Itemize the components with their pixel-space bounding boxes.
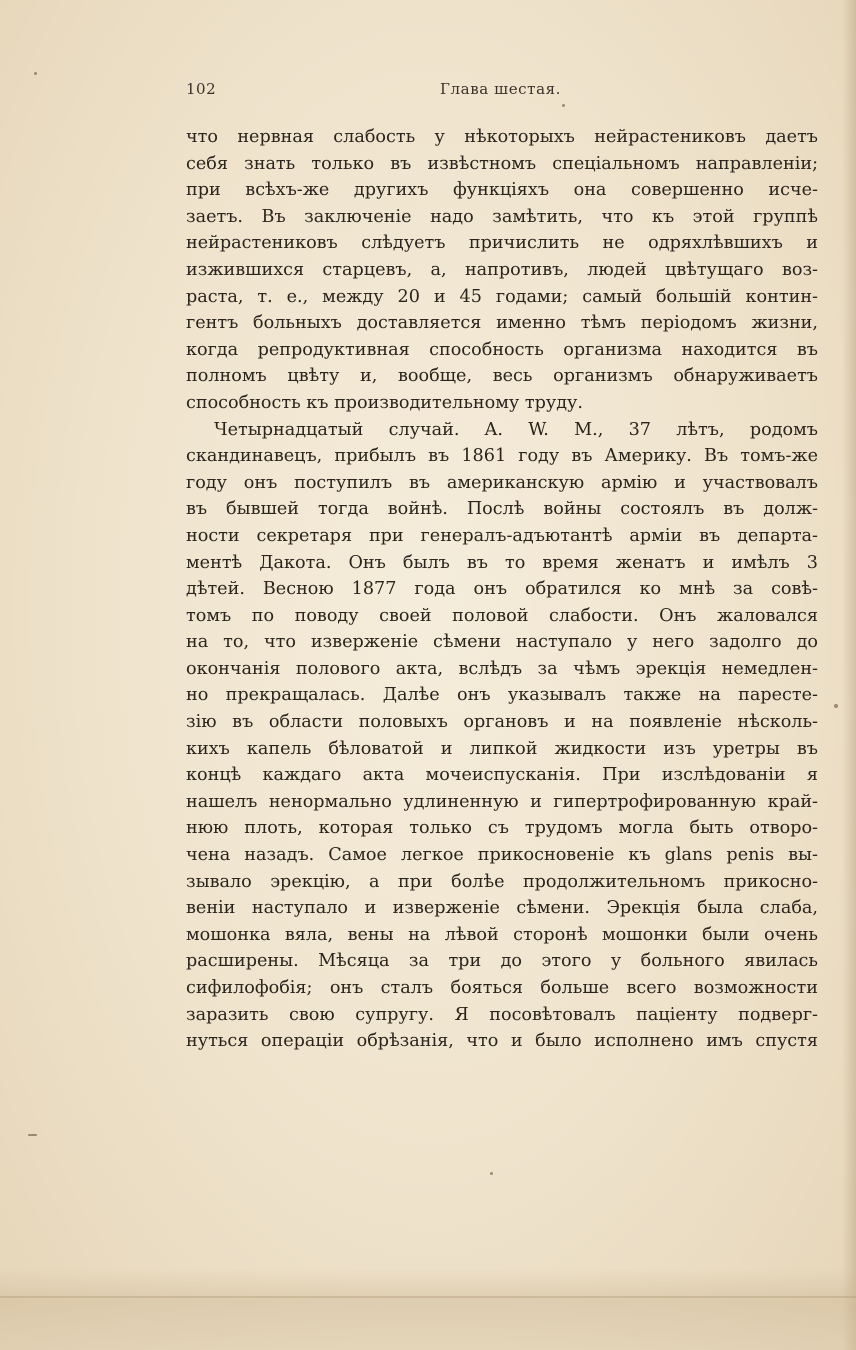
text-line: кихъ капель бѣловатой и липкой жидкости изъ уретры въ [186,738,818,759]
text-line: сифилофобія; онъ сталъ бояться больше всего возможности [186,978,818,998]
paragraph-start-line: Четырнадцатый случай. A. W. M., 37 лѣтъ, родомъ [214,419,818,440]
page-header [186,80,818,104]
paragraph-end-line: способность къ производительному труду. [186,392,584,413]
page-edge-shadow [842,0,856,1350]
fold-line [0,1296,856,1298]
text-line: что нервная слабость у нѣкоторыхъ нейрастениковъ даетъ [186,127,818,147]
text-line: чена назадъ. Самое легкое прикосновеніе къ glans penis вы- [186,845,818,866]
page-bottom-fold [0,1268,856,1350]
text-line: гентъ больныхъ доставляется именно тѣмъ періодомъ жизни, [186,313,818,334]
text-line: расширены. Мѣсяца за три до этого у больного явилась [186,951,818,972]
text-line: заетъ. Въ заключеніе надо замѣтить, что къ этой группѣ [186,206,818,227]
text-line: себя знать только въ извѣстномъ спеціальномъ направленіи; [186,153,818,174]
text-line: но прекращалась. Далѣе онъ указывалъ также на парестe- [186,685,818,706]
text-line: когда репродуктивная способность организма находится въ [186,339,818,360]
text-line: мошонка вяла, вены на лѣвой сторонѣ мошонки были очень [186,924,818,945]
text-line: на то, что изверженіе сѣмени наступало у него задолго до [186,632,818,653]
text-line: веніи наступало и изверженіе сѣмени. Эрекція была слаба, [186,898,818,919]
text-line: нашелъ ненормально удлиненную и гипертрофированную край- [186,791,818,812]
paper-speck [34,72,37,75]
running-head: Глава шестая. [440,80,562,98]
text-line: концѣ каждаго акта мочеиспусканія. При изслѣдованіи я [186,765,818,786]
body-text [186,124,818,1055]
paper-speck [490,1172,493,1175]
text-line: зывало эрекцію, а при болѣе продолжительномъ прикосно- [186,871,818,892]
text-line: нуться операціи обрѣзанія, что и было исполнено имъ спустя [186,1031,818,1052]
text-line: нейрастениковъ слѣдуетъ причислить не одряхлѣвшихъ и [186,233,818,254]
paper-speck [28,1134,37,1136]
text-line: зію въ области половыхъ органовъ и на появленіе нѣсколь- [186,712,818,733]
text-line: заразить свою супругу. Я посовѣтовалъ паціенту подверг- [186,1004,818,1025]
page-number: 102 [186,80,217,98]
text-line: нюю плоть, которая только съ трудомъ могла быть отворо- [186,818,818,839]
paper-speck [834,704,838,708]
text-line: при всѣхъ-же другихъ функціяхъ она совершенно исче- [186,180,818,201]
text-line: ментѣ Дакота. Онъ былъ въ то время женатъ и имѣлъ 3 [186,552,818,573]
text-line: ности секретаря при генералъ-адъютантѣ арміи въ департа- [186,525,818,546]
text-line: году онъ поступилъ въ американскую армію и участвовалъ [186,472,818,493]
text-line: въ бывшей тогда войнѣ. Послѣ войны состоялъ въ долж- [186,499,818,520]
text-line: дѣтей. Весною 1877 года онъ обратился ко мнѣ за совѣ- [186,579,818,600]
text-line: изжившихся старцевъ, а, напротивъ, людей цвѣтущаго воз- [186,259,818,280]
paper-speck [562,104,565,107]
text-line: полномъ цвѣту и, вообще, весь организмъ обнаруживаетъ [186,366,818,387]
text-line: раста, т. е., между 20 и 45 годами; самый большій контин- [186,286,818,307]
text-line: скандинавецъ, прибылъ въ 1861 году въ Америку. Въ томъ-же [186,446,818,467]
text-line: окончанія полового акта, вслѣдъ за чѣмъ эрекція немедлен- [186,658,818,679]
text-line: томъ по поводу своей половой слабости. Онъ жаловался [186,605,818,626]
